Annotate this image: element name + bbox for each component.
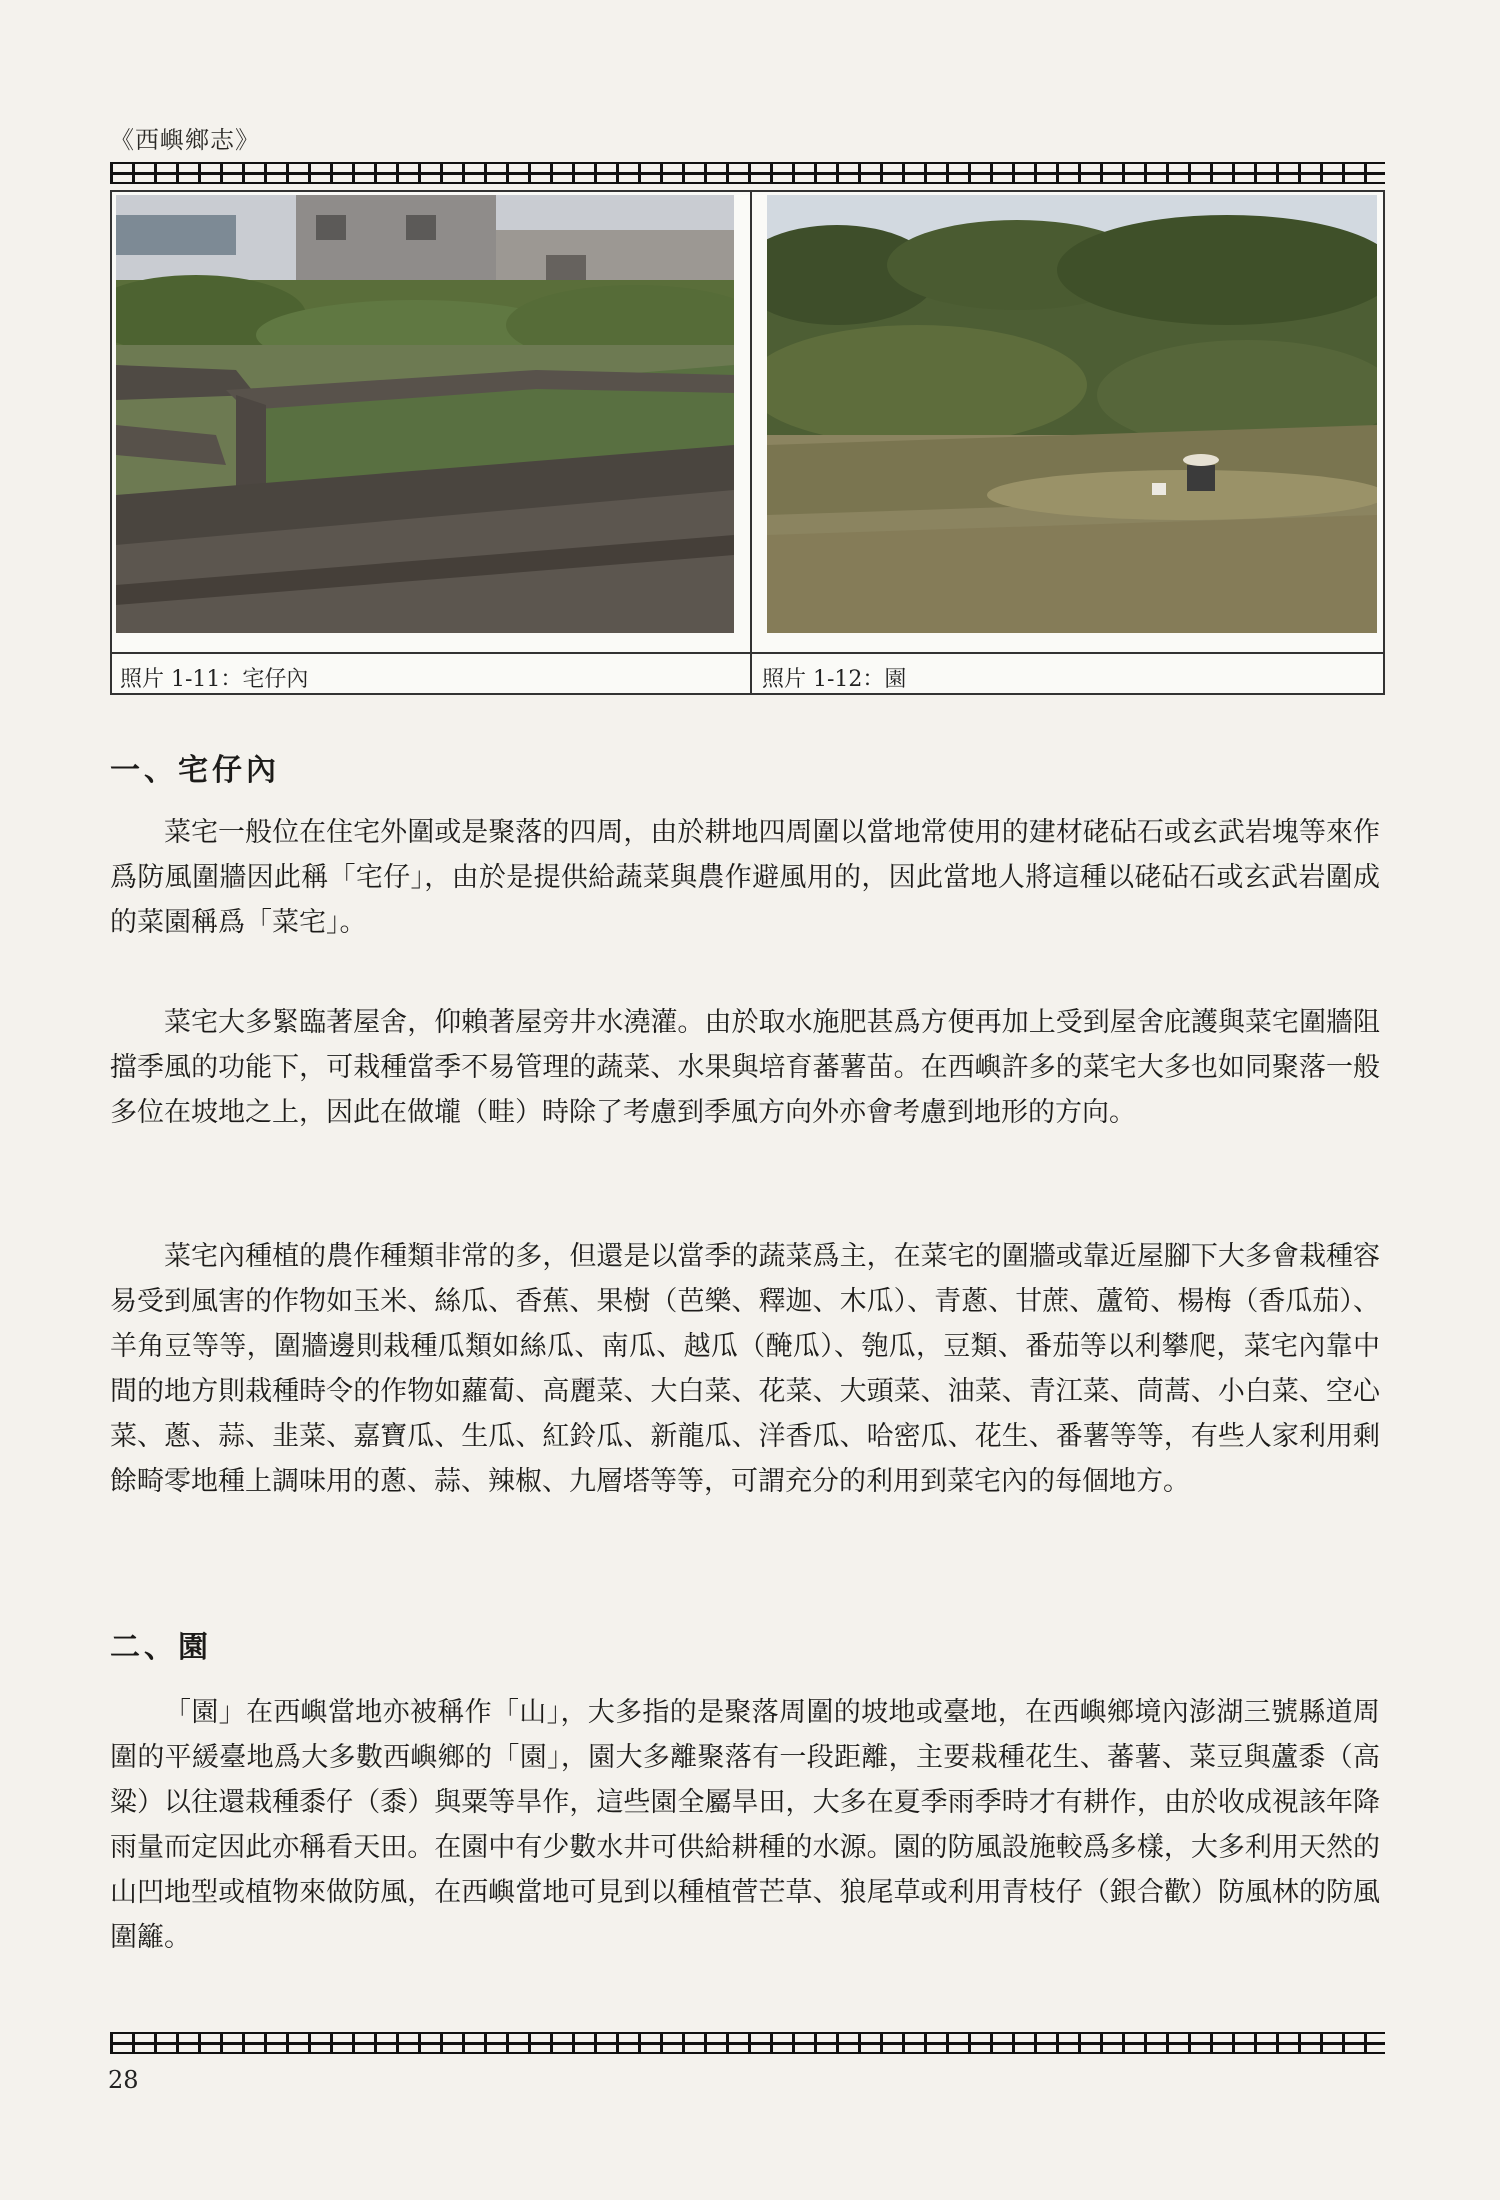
caption-rule — [112, 652, 1383, 654]
paragraph: 菜宅內種植的農作種類非常的多，但還是以當季的蔬菜爲主，在菜宅的圍牆或靠近屋腳下大多會栽種容易受到風害的作物如玉米、絲瓜、香蕉、果樹（芭樂、釋迦、木瓜）、青蔥、甘蔗、蘆筍、楊梅（香瓜茄）、羊角豆等等，圍牆邊則栽種瓜類如絲瓜、南瓜、越瓜（醃瓜）、匏瓜，豆類、番茄等以利攀爬，菜宅內靠中間的地方則栽種時令的作物如蘿蔔、高麗菜、大白菜、花菜、大頭菜、油菜、青江菜、茼蒿、小白菜、空心菜、蔥、蒜、韭菜、嘉寶瓜、生瓜、紅鈴瓜、新龍瓜、洋香瓜、哈密瓜、花生、番薯等等，有些人家利用剩餘畸零地種上調味用的蔥、蒜、辣椒、九層塔等等，可謂充分的利用到菜宅內的每個地方。 — [110, 1241, 1380, 1497]
photo-divider — [750, 192, 752, 693]
paragraph: 菜宅一般位在住宅外圍或是聚落的四周，由於耕地四周圍以當地常使用的建材硓砧石或玄武岩塊等來作爲防風圍牆因此稱「宅仔」，由於是提供給蔬菜與農作避風用的，因此當地人將這種以硓砧石或玄武岩圍成的菜園稱爲「菜宅」。 — [110, 817, 1380, 938]
field-photo-illustration — [767, 195, 1377, 633]
top-decorative-border — [110, 162, 1385, 184]
page-number: 28 — [108, 2066, 139, 2094]
photo-caption: 照片 1-11：宅仔內 — [120, 667, 309, 692]
paragraph: 菜宅大多緊臨著屋舍，仰賴著屋旁井水澆灌。由於取水施肥甚爲方便再加上受到屋舍庇護與菜宅圍牆阻擋季風的功能下，可栽種當季不易管理的蔬菜、水果與培育蕃薯苗。在西嶼許多的菜宅大多也如同聚落一般多位在坡地之上，因此在做壠（畦）時除了考慮到季風方向外亦會考慮到地形的方向。 — [110, 1007, 1380, 1128]
photo-caption: 照片 1-12：園 — [762, 667, 907, 692]
section-heading: 一、宅仔內 — [110, 753, 280, 788]
photo-field-with-farmer — [767, 195, 1377, 633]
bottom-decorative-border — [110, 2032, 1385, 2054]
garden-photo-illustration — [116, 195, 734, 633]
paragraph: 「園」在西嶼當地亦被稱作「山」，大多指的是聚落周圍的坡地或臺地，在西嶼鄉境內澎湖三號縣道周圍的平緩臺地爲大多數西嶼鄉的「園」，園大多離聚落有一段距離，主要栽種花生、蕃薯、菜豆與蘆黍（高粱）以往還栽種黍仔（黍）與粟等旱作，這些園全屬旱田，大多在夏季雨季時才有耕作，由於收成視該年降雨量而定因此亦稱看天田。在園中有少數水井可供給耕種的水源。園的防風設施較爲多樣，大多利用天然的山凹地型或植物來做防風，在西嶼當地可見到以種植菅芒草、狼尾草或利用青枝仔（銀合歡）防風林的防風圍籬。 — [110, 1697, 1380, 1953]
section-heading: 二、園 — [110, 1630, 212, 1665]
photo-table — [110, 190, 1385, 695]
book-title: 《西嶼鄉志》 — [110, 126, 260, 154]
photo-stone-walled-garden — [116, 195, 734, 633]
